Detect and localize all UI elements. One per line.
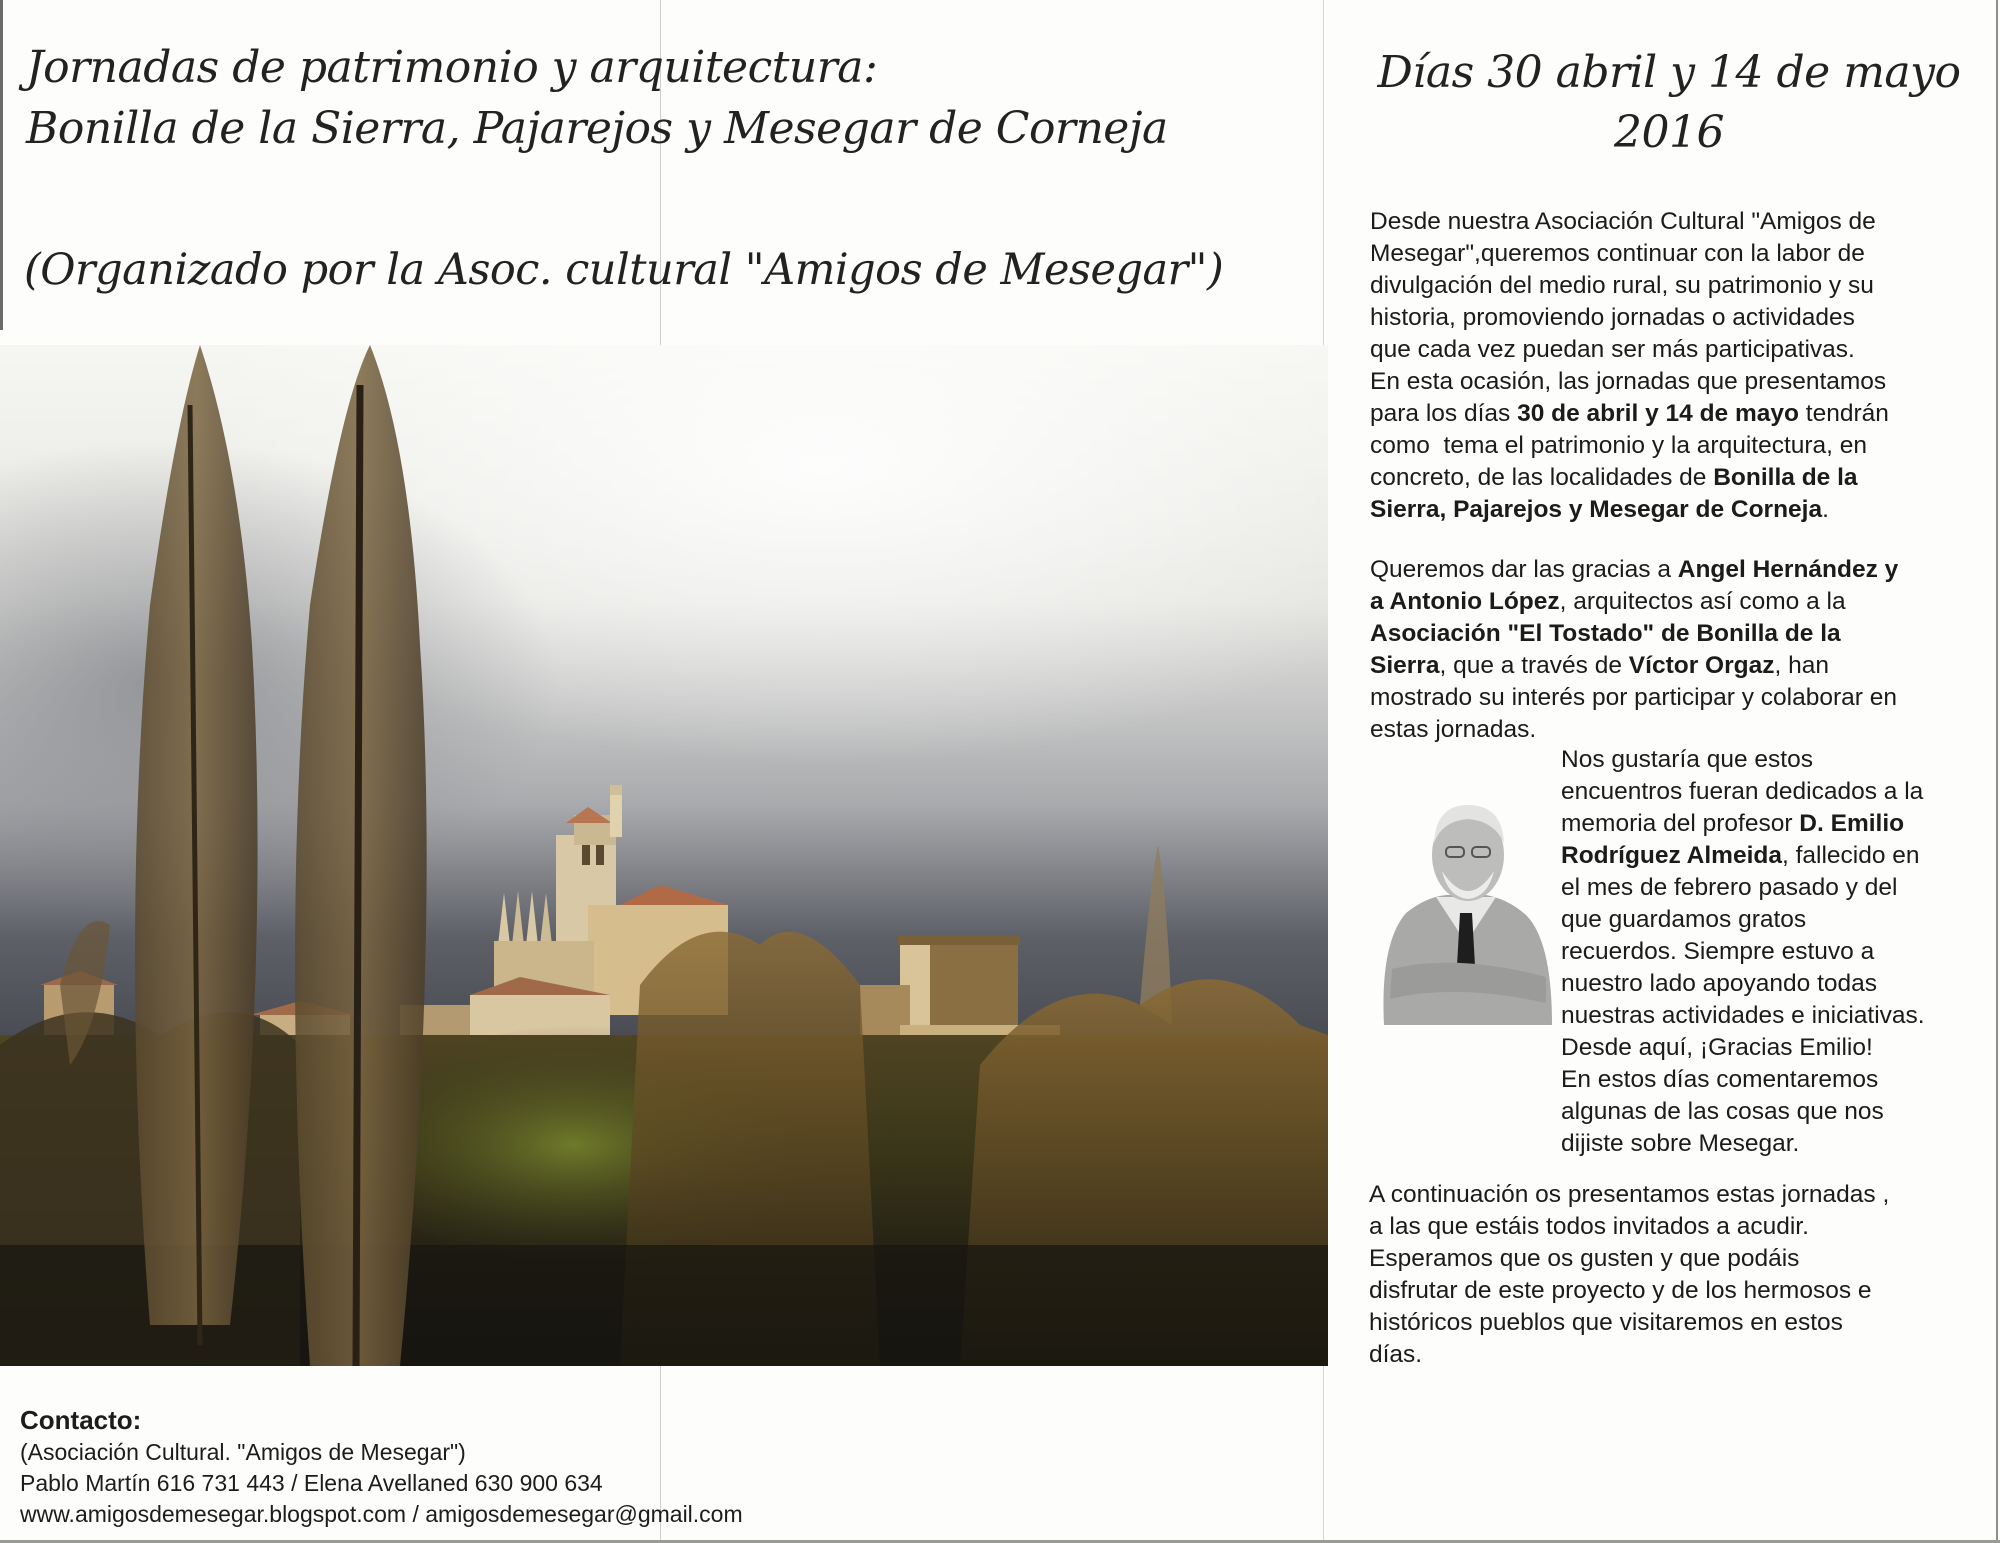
scan-edge-left (0, 0, 3, 330)
thanks-line (1370, 618, 1898, 650)
text: , han (1774, 652, 1829, 679)
memorial-line: Nos gustaría que estos (1561, 746, 1813, 773)
text: . (1822, 496, 1829, 523)
closing-line: días. (1369, 1341, 1423, 1368)
text: , que a través de (1439, 652, 1629, 679)
intro-line (1370, 398, 1889, 430)
name-bold: Asociación "El Tostado" de Bonilla de la (1370, 620, 1841, 647)
text: concreto, de las localidades de (1370, 464, 1714, 491)
separator: / (406, 1501, 426, 1527)
intro-line: Desde nuestra Asociación Cultural "Amigos de (1370, 208, 1876, 235)
organizer-subtitle: (Organizado por la Asoc. cultural "Amigos de Mesegar") (24, 245, 1224, 295)
text: para los días (1370, 400, 1518, 427)
memorial-line: encuentros fueran dedicados a la (1561, 778, 1924, 805)
thanks-line (1370, 586, 1898, 618)
memorial-line: Desde aquí, ¡Gracias Emilio! (1561, 1034, 1873, 1061)
title-line-2: Bonilla de la Sierra, Pajarejos y Mesegar de Corneja (26, 103, 1168, 154)
memorial-line: el mes de febrero pasado y del (1561, 874, 1898, 901)
memorial-line: nuestro lado apoyando todas (1561, 970, 1878, 997)
towns-bold: Sierra, Pajarejos y Mesegar de Corneja (1370, 496, 1823, 523)
intro-line (1370, 462, 1889, 494)
portrait-photo (1376, 793, 1556, 1033)
memorial-paragraph (1561, 744, 1925, 1160)
closing-line: Esperamos que os gusten y que podáis (1369, 1245, 1800, 1272)
scan-edge-right (1996, 0, 1998, 1543)
name-bold: Rodríguez Almeida (1561, 842, 1782, 869)
towns-bold: Bonilla de la (1713, 464, 1858, 491)
name-bold: D. Emilio (1799, 810, 1905, 837)
email-link[interactable]: amigosdemesegar@gmail.com (425, 1501, 743, 1527)
poplar-trunk-2 (356, 385, 360, 1366)
name-bold: Sierra (1370, 652, 1440, 679)
memorial-line: recuerdos. Siempre estuvo a (1561, 938, 1875, 965)
memorial-line (1561, 808, 1925, 840)
memorial-line: nuestras actividades e iniciativas. (1561, 1002, 1925, 1029)
text: Queremos dar las gracias a (1370, 556, 1678, 583)
contact-web-email (20, 1499, 743, 1530)
text: , arquitectos así como a la (1559, 588, 1846, 615)
blog-link[interactable]: www.amigosdemesegar.blogspot.com (20, 1501, 407, 1527)
thanks-paragraph (1370, 554, 1898, 746)
intro-line: En esta ocasión, las jornadas que presentamos (1370, 368, 1887, 395)
closing-line: disfrutar de este proyecto y de los hermosos e (1369, 1277, 1872, 1304)
intro-line (1370, 494, 1889, 526)
thanks-line: mostrado su interés por participar y colaborar en (1370, 684, 1898, 711)
contact-block (20, 1403, 743, 1530)
text: tendrán (1799, 400, 1889, 427)
landscape-photo (0, 345, 1328, 1366)
intro-line: divulgación del medio rural, su patrimonio y su (1370, 272, 1874, 299)
memorial-line: dijiste sobre Mesegar. (1561, 1130, 1800, 1157)
event-dates-bold: 30 de abril y 14 de mayo (1517, 400, 1799, 427)
closing-line: A continuación os presentamos estas jornadas , (1369, 1181, 1890, 1208)
contact-phones: Pablo Martín 616 731 443 / Elena Avellaned 630 900 634 (20, 1470, 603, 1496)
name-bold: a Antonio López (1370, 588, 1560, 615)
intro-line: que cada vez puedan ser más participativas. (1370, 336, 1855, 363)
intro-line: Mesegar",queremos continuar con la labor de (1370, 240, 1865, 267)
text: , fallecido en (1781, 842, 1920, 869)
memorial-line: que guardamos gratos (1561, 906, 1807, 933)
title-line-1: Jornadas de patrimonio y arquitectura: (26, 42, 878, 93)
thanks-line (1370, 554, 1898, 586)
text: memoria del profesor (1561, 810, 1800, 837)
contact-heading: Contacto: (20, 1405, 142, 1435)
closing-line: a las que estáis todos invitados a acudir. (1369, 1213, 1809, 1240)
thanks-line: estas jornadas. (1370, 716, 1537, 743)
name-bold: Víctor Orgaz (1628, 652, 1775, 679)
contact-organization: (Asociación Cultural. "Amigos de Mesegar") (20, 1439, 466, 1465)
name-bold: Angel Hernández y (1677, 556, 1899, 583)
thanks-line (1370, 650, 1898, 682)
memorial-line: algunas de las cosas que nos (1561, 1098, 1884, 1125)
event-year: 2016 (1614, 107, 1724, 158)
intro-line: como tema el patrimonio y la arquitectura, en (1370, 432, 1868, 459)
closing-paragraph (1369, 1179, 1889, 1371)
intro-paragraph (1370, 206, 1889, 526)
closing-line: históricos pueblos que visitaremos en estos (1369, 1309, 1843, 1336)
memorial-line (1561, 840, 1925, 872)
intro-line: historia, promoviendo jornadas o actividades (1370, 304, 1855, 331)
memorial-line: En estos días comentaremos (1561, 1066, 1879, 1093)
event-dates: Días 30 abril y 14 de mayo (1377, 47, 1961, 98)
